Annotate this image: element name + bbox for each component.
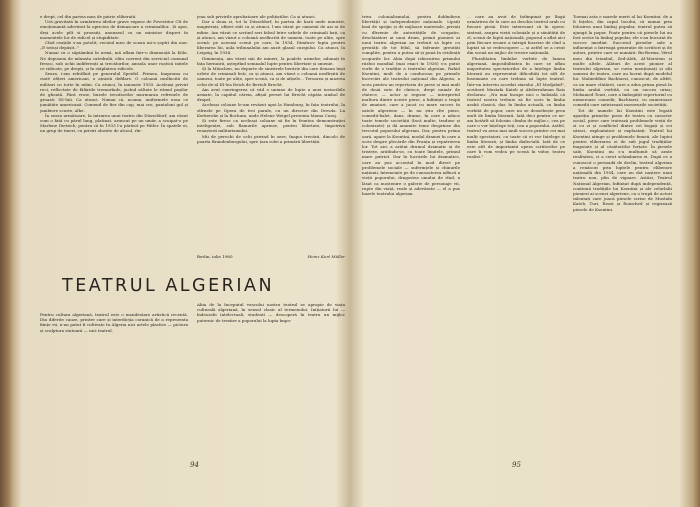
paragraph: Dimineața, am văzut mii de mineri, la poalele uzinelor, adunați în fața hernuirii, așteptînd semnalul lupte pentru libertate și omenie. bbox=[197, 55, 345, 66]
paragraph: e drept, cel din partea mea de patrie eliberată. bbox=[40, 14, 137, 19]
page-number-right: 95 bbox=[512, 461, 521, 469]
paragraph: Pluralitatea limbilor vorbite de lumea algeriană, imposibilitatea în care se aflau majoritatea spectatorilor de a înțelege limba literară au reprezentat dificultăți tot atît de însemnate cu care trebuia să lupte teatrul. Într-un interviu acordat ziarului „El Modjahid", scriitorii Mustafa Kateb și Abderrahman Rais declarau: „Nu mai încape nici o îndoială că teatrul nostru trebuie să fie scris în limba arabă clasică, dar, în limba actuală, cu limba vorbită de popor, care nu se deosebește prea mult de limba literară. Iată deci pentru ce ne-am hotărît să folosim «limba de mijloc», cea pe care o vor înțelege toți, cea a poporului. Astfel, teatrul va avea mai mult succes printre cei mai mulți spectatori, cu toate că ei vor înțelege și limba literară, și limba dialectală. Iată de ce este atît de importantă opera scriitorilor pe care îi vom vedea pe scenă în viitor, teatru realist." bbox=[467, 55, 565, 160]
right-page-column-1 bbox=[362, 14, 460, 454]
paragraph: Și este firesc ca aceleași coloane să fie în fruntea demonstrației inteligenței, sub flamurile aprinse, pentru libertate, împotriva renașterii militarismului. bbox=[197, 118, 345, 134]
paragraph: Abia de la începutul veacului nostru teatrul se apropie de viața culturală algeriană, în sensul clasic al termenului. Inițiatorii lui — îndeosebi intelectuali, studenti — descoperă în teatru un mijloc puternic de treziire a poporului la lupta împo- bbox=[197, 302, 345, 323]
signature-author: Heinz Kurt Müller bbox=[307, 254, 345, 260]
paragraph: ... care au avut de întîmpinat pe lîngă urmărirea de la care au deschis teatrul arab cu fiecare piesă. Este interesant că în opera-sinteză, asupra vieții coloniale și a sănătății de el, scenă de luptă națională, poporul a aflat aici prin fiecare eroare a intrigii înscrise de cînd a luptat să se redescopere — și astfel se a creat din scenă un mijloc de trezire națională. bbox=[467, 14, 565, 56]
right-page-column-3 bbox=[573, 14, 672, 454]
paragraph: Tot de numele lui Ksentini este legată apariția primelor piese de teatru cu caracter social, piese care tratează problemele vieții de zi cu zi și conflictul dintre cei bogați și cei săraci, exploatatori și exploatați. Teatrul lui Ksentini atinge și problemele femeii, ale luptei pentru eliberarea ei de sub jugul tradițiilor înapoiate și al căsătoriilor forțate. În piesele sale, Ksentini nu s-a mulțumit să arate realitatea, ci a cerut schimbarea ei. După ce a cunoscut o perioadă de declin, teatrul algerian a renăscut prin luptele pentru eliberare națională din 1954, care au dat naștere unui teatru nou, plin de vigoare. Astăzi, Teatrul Național Algerian, înființat după independență, continuă tradițiile lui Ksentini și ale celorlalți pionieri ai scenei algeriene, cu o trupă de actori talentați care joacă piesele scrise de Mustafa Kateb, Turi, Rezzi și Rouiched și regizează piesele de Ksentini. bbox=[573, 107, 672, 212]
article-signature bbox=[197, 254, 345, 259]
paragraph: jeau sub privirile aprobatoare ale polițiștilor. Ca și atunci. bbox=[197, 14, 316, 19]
paragraph: Dar a doua zi, tot la Düsseldorf, în partea de bară unde ministri, magistrați, ofițeri stăt ca și atunci, l-am văzut pe oamenii de azi ai de mîine. Am văzut ce scriind seri falsul între urbele de criminali bați, ca și atunci, am văzut o coloană neslîncită de oameni, toate pe ulițe, spre scenă: pe aceeași scenă pe care, la 1934, Dimitrov lupta pentru liberarea lui, aula tribunalului am auzit glasul curajului. Ca atunci, la Leipzig, în 1934. bbox=[197, 19, 345, 56]
paragraph: Toemai asta e marele merit al lui Ksentini: de a fi înțeles, din capul locului, că numai prin folosirea unui limbaj popular, teatrul putea să ajungă la popor. Poate pentru că piesele lui au fost scrise în limbaj popular, ele s-au bucurat de succes imediat. Succesul pieselor sale a influențat o întreagă generație de scriitori și de autori, printre care se numără: Bu-Borma, Vérul meu din Istanbul, Zed-Alek, Al-Morstem și multe altele. Alături de acest pionier al teatrului algerian, se cuvin menționați și alți oameni de teatru, care au lucrat după modelul lui: Mahieddine Bachtarzi, cunoscut, de altfel, ca un mare cîntăreț, care a adus prima piesă în limba arabă vorbită, cu un succes uriaș; Mohamed Touri, care a îmbogățit repertoriul cu numeroase comedii; Bachtarzi, cu numeroase comedii care satirizează moravurile societății. bbox=[573, 14, 672, 108]
paragraph: Seara, i-am reîntîlnit pe generalul Speidel. Primea, înaproma cu ciaté ofițeri americani, o ațnistă defilare. O coloană neslîncită de militari cu torte în mîini. Ca atunci, în ianuarie 1933. Aceleași priviri reci, reflectate de fălăriile tremurînde, jucînd săltate le ritmul pașilor de gheată. Fără vroie, buzele trecătorilor murmurau refrenele de groază: SS-luii. Ca atunci. Numai că, acuma, uniformele erau ce jumătăte americană. Comend de fier din cap, mai cru, pantaloni gul și jambiere scurte, albe. bbox=[40, 71, 188, 113]
paragraph: Mii de perechi de ochi privind în sere, înapoi trecării, dincolo de poarta Brandenburgului, spre țara rolei a primării libertății. bbox=[197, 133, 345, 144]
left-page-column-1 bbox=[40, 14, 188, 254]
title-article-column-1 bbox=[40, 312, 188, 402]
paragraph: Numai cu o săptămînă în urmă, mă aflam într-o dimineață la Köln. Ne depusem de mîunsta catedrală, eliiu coerent din serviciul comunal fresco, sub ochii indiferenți ai trecătorilor, amsola unor ruștică inițele ce ridicate, pe drepți, și în stăpînirea ridicole. bbox=[40, 50, 188, 72]
right-page-column-2 bbox=[467, 14, 565, 454]
signature-date: Berlin, iulie 1960 bbox=[197, 254, 233, 259]
right-page bbox=[362, 14, 672, 492]
paragraph: Aceleași coloane le-am revăzut apoi la Hamburg, în fața teatrului, la stîrnele pe Opera de trei parale, cu un director din Dresda. La Kerkerobe și la Bochum, unde Helene Weigel prezenta Mama Curaj. bbox=[197, 102, 345, 118]
paragraph: În seara următoare, la intrarea unui teatru din Düsseldorf, am văzut cum o fată cu părul lung, platinat, aruncat pe un umăr, a scuipat-o pe Marlene Dietrich, pentru că în 1933 l-a părăsit pe Hitler. În spatele ei, un grup de tineri, cu priviri obosite de alcool, rîn- bbox=[40, 112, 188, 134]
left-page bbox=[40, 14, 345, 492]
title-article-column-2 bbox=[197, 302, 345, 402]
page-number-left: 94 bbox=[190, 461, 199, 469]
paragraph: Am avut convingerea că văd o uniune de lupte a unei invincibile armate, la capătul căreia, afișul preset lui Brecht căpăta simbol de drapel. bbox=[197, 86, 345, 103]
paragraph: Pentru cultura algeriană, teatrul este o manifestare artistică recentă. Din diferite cauze, printre care și interdicția coranică de a reprezenta ființe vii, n-au putut fi cultivate în Algeria nici artele plastice — pictura și sculptura statuară — nici teatrul. bbox=[40, 312, 188, 333]
paragraph: Cînd ovațiile s-au potolit, vecinul meu de scaun mi-a șoptit din nou: „E totuși depășit.." bbox=[40, 40, 188, 51]
paragraph: triva colonialismului, pentru dobîndirea libertății și independenței naționale. Lipsiți însă de sprijin și de mijloace materiale, privați cu dîrzenie de autoritățile de ocupație, deschizători ai unui drum, primii pionieri ai unui teatru algerian au trebuit să lupte cu greutăți de tot felul, să înfrunte greutăți cumplite, pentru a putea să-și pună în evidență scopurile lor. Abia după izbucnirea primului război mondial (mai exact în 1926) s-a putut vorbi de o tradiție a teatrului algerian. Rahid Ksentini, mult de a conduceau pe primele încercări ale teatrului național din Algeria, a scris pentru un repertoriu de piese și mai mult de două sute de cîntece, drept număr de cîntece, — actor și regizor — interpretul multora dintre aceste piese, a înființat o trupă de amatori, care a jucat cu mare succes în satele algeriene — în nu știu cîte piese, comedii-balet, dans, drame, în care a aduce toate temele societății (încă multe, traduse și colonizate) și dă anumite teme desprinse din trecutul poporului algerian. Dar, pentru prima oară, apare la Ksentini, modul dramei în care a scris despre plecările din Franța și repatrierea lor. Tot aici a arătat drumul dramatic și de tristețe, arătîndu-se, cu toate limitele, primul mare patriot. Dar în lucrările lui dramatice, care au pus accentul în mod direct pe problemele sociale — suferințele și chinurile națiunii, întemeiate pe de cunoașterea adîncă a vieții poporului, dragostea omului de rînd, a lăsat ca moștenire o galerie de personaje vii, rupte din viață, reale și adevărate — el a pus bazele teatrului algerian. bbox=[362, 14, 460, 196]
paragraph: Ură gravitată în urmărirea ideilor grave expuse de Povestitor Cît de emoționantă adevărat la apriciea de demascare a criminalilor.. Și apoi, deși acele pilt si proeaiți, anunaeul cu un ministor dispret în momentele lor de ridicol și stupiditate. bbox=[40, 19, 188, 40]
left-page-column-2 bbox=[197, 14, 345, 254]
paragraph: Și la München, nu departe de sinistrele berărie din care ilenaun înșii urlete de criminali beți, ca și atunci, am văzut o coloană nesfîrșită de oameni, toate pe ulițe, spre scenă, ca și de afișele... Teroarea și mizeria celui de-al III-lea Reich de Bertolt Brecht. bbox=[197, 66, 345, 87]
article-title: TEATRUL ALGERIAN bbox=[62, 276, 275, 296]
